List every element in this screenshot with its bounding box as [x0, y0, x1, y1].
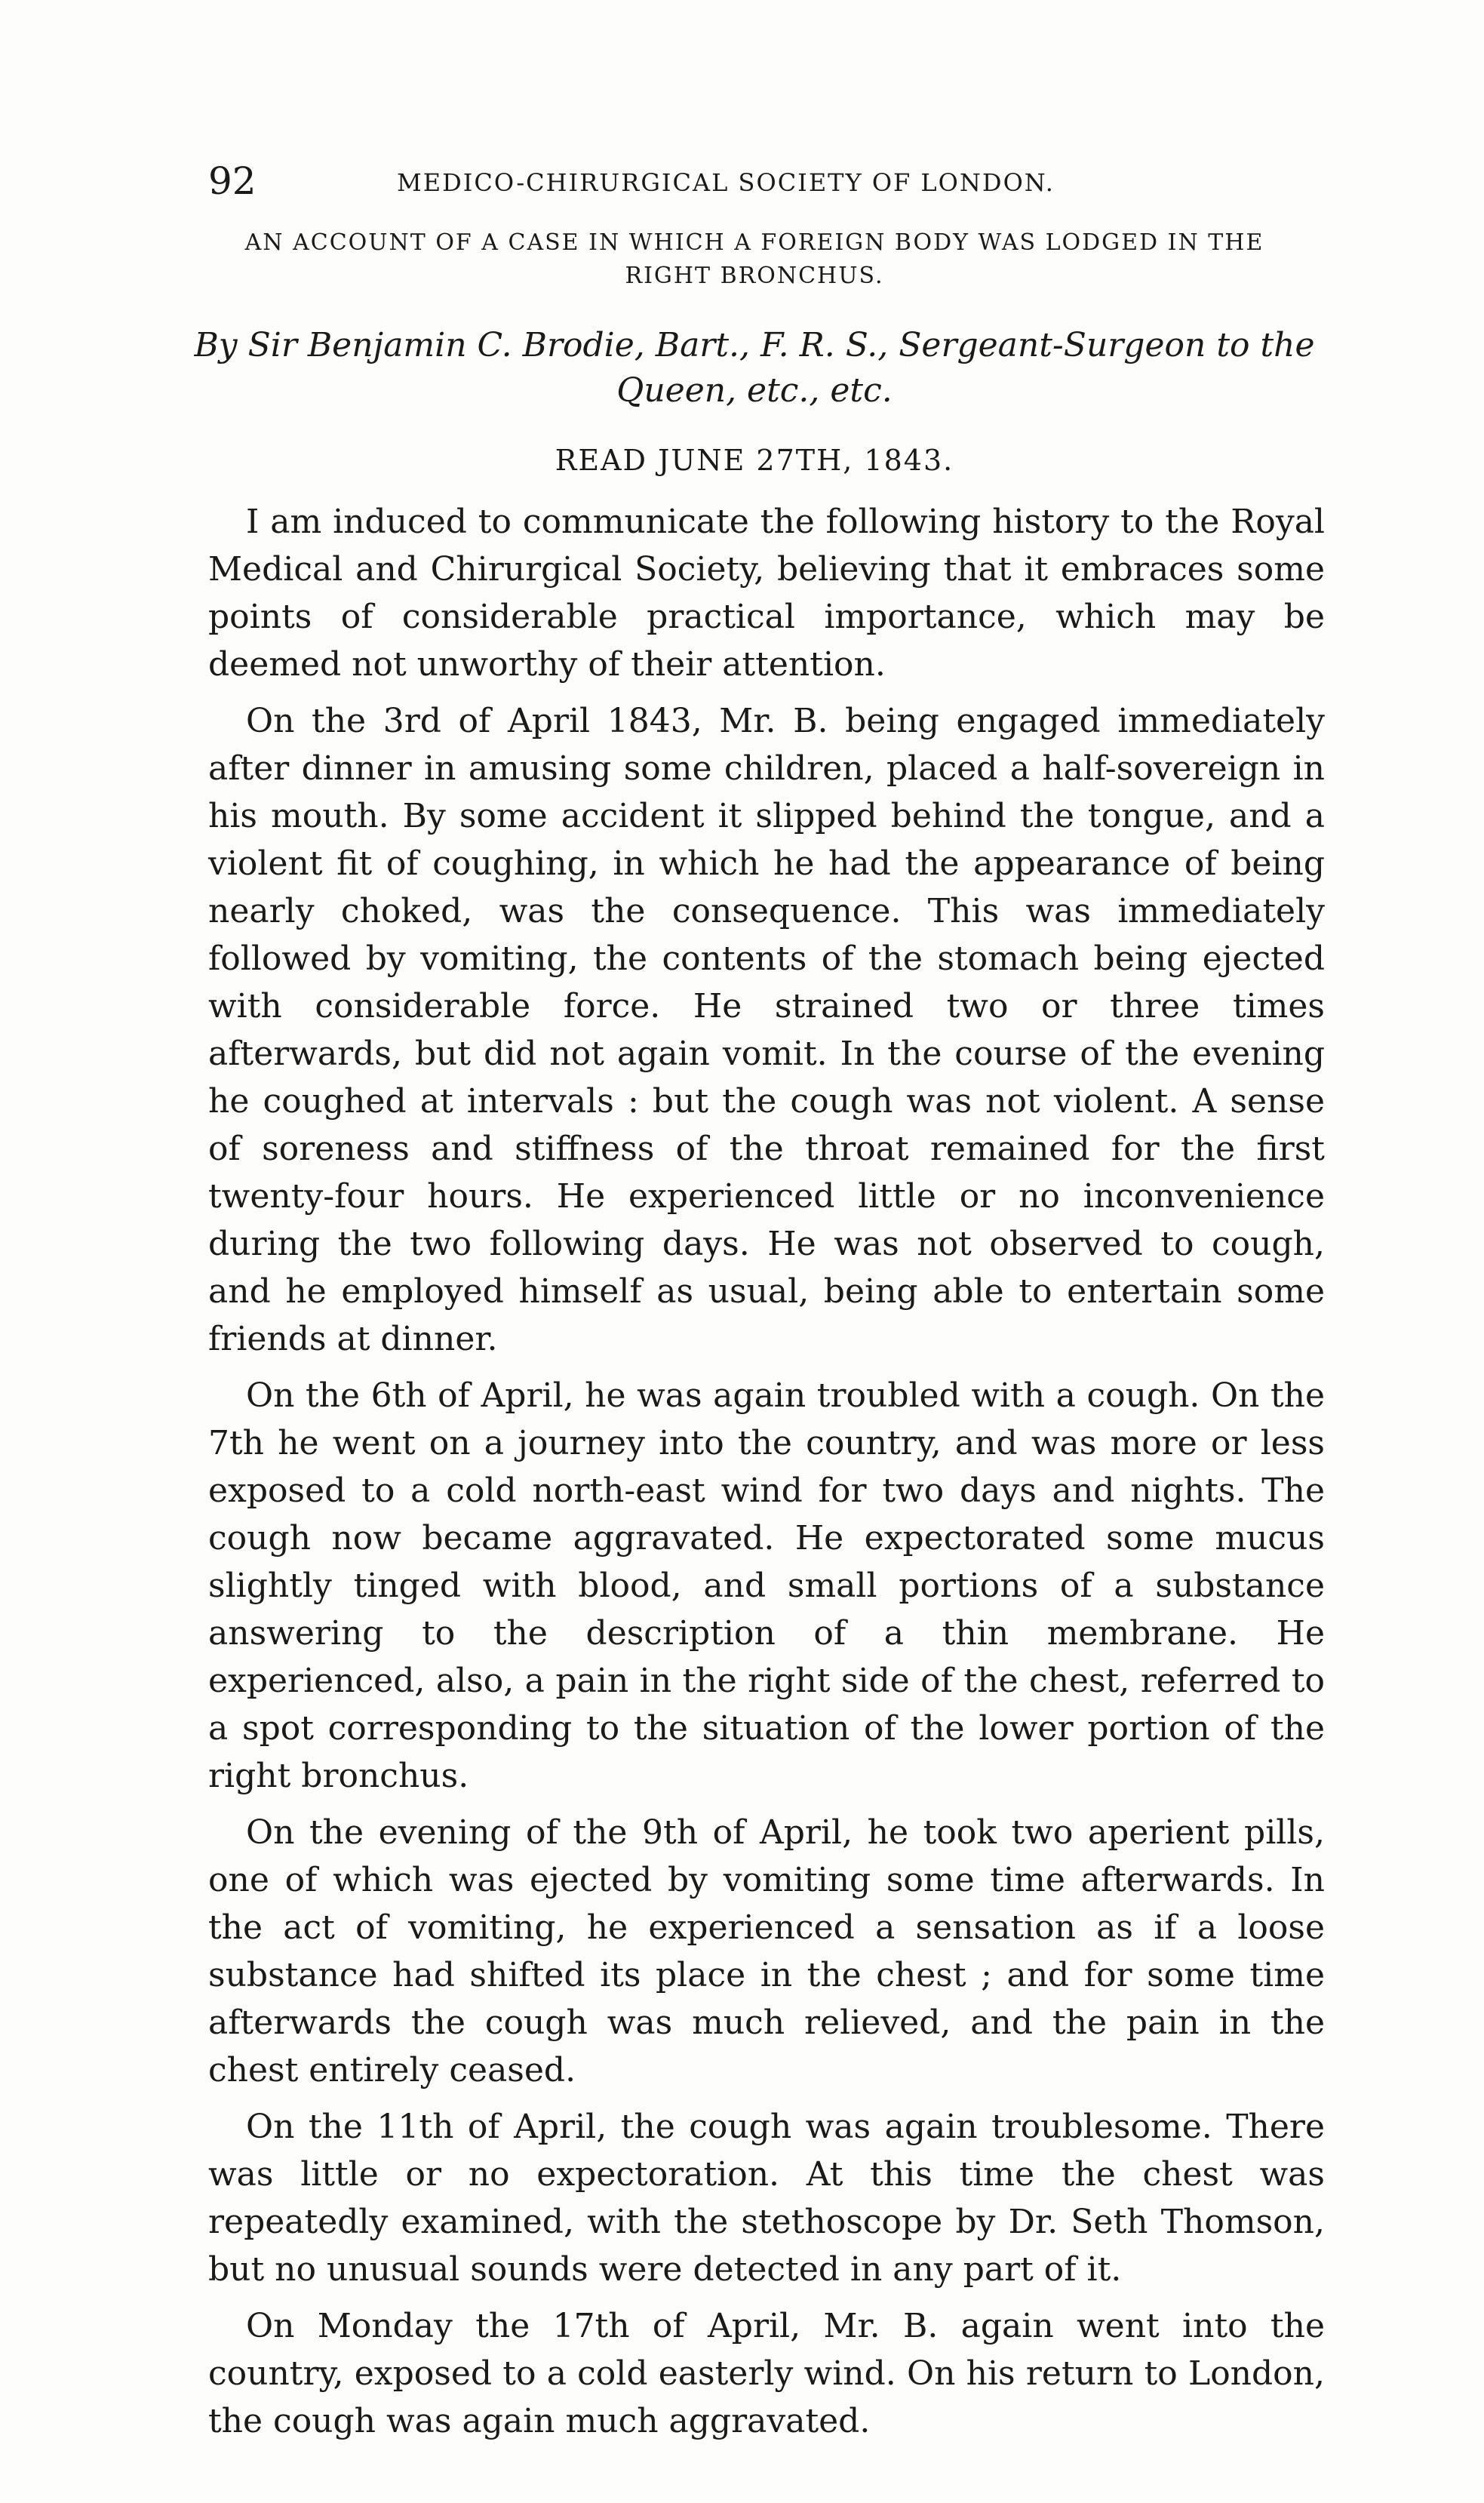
- paragraph: On the 11th of April, the cough was again troublesome. There was little or no expectoration. At this time the chest was repeatedly examined, with the stethoscope by Dr. Seth Thomson, but no unusual sounds were detected in any part of it.: [208, 2108, 1325, 2289]
- paragraph: I am induced to communicate the following history to the Royal Medical and Chirurgical Society, believing that it embraces some points of considerable practical importance, which may be deemed not unworthy of their attention.: [208, 503, 1325, 684]
- article-title: AN ACCOUNT OF A CASE IN WHICH A FOREIGN BODY WAS LODGED IN THE RIGHT BRONCHUS.: [244, 229, 1264, 289]
- paragraph: On Monday the 17th of April, Mr. B. again went into the country, exposed to a cold easterly wind. On his return to London, the cough was again much aggravated.: [208, 2307, 1325, 2440]
- paragraph: On the 6th of April, he was again troubled with a cough. On the 7th he went on a journey into the country, and was more or less exposed to a cold north-east wind for two days and nights. The cough now became aggravated. He expectorated some mucus slightly tinged with blood, and small portions of a substance answering to the description of a thin membrane. He experienced, also, a pain in the right side of the chest, referred to a spot corresponding to the situation of the lower portion of the right bronchus.: [208, 1376, 1325, 1795]
- paragraph: On the 3rd of April 1843, Mr. B. being engaged immediately after dinner in amusing some children, placed a half-sovereign in his mouth. By some accident it slipped behind the tongue, and a violent fit of coughing, in which he had the appearance of being nearly choked, was the consequence. This was immediately followed by vomiting, the contents of the stomach being ejected with considerable force. He strained two or three times afterwards, but did not again vomit. In the course of the evening he coughed at intervals : but the cough was not violent. A sense of soreness and stiffness of the throat remained for the first twenty-four hours. He experienced little or no inconvenience during the two following days. He was not observed to cough, and he employed himself as usual, being able to entertain some friends at dinner.: [208, 702, 1325, 1358]
- page-number: 92: [208, 159, 257, 203]
- running-head: [208, 158, 1302, 211]
- read-date: READ JUNE 27TH, 1843.: [555, 444, 954, 477]
- author-byline: By Sir Benjamin C. Brodie, Bart., F. R. S., Sergeant-Surgeon to the Queen, etc., etc.: [194, 326, 1315, 410]
- journal-title: MEDICO-CHIRURGICAL SOCIETY OF LONDON.: [397, 168, 1055, 197]
- article-body: [208, 498, 1325, 2454]
- paragraph: On the evening of the 9th of April, he took two aperient pills, one of which was ejected by vomiting some time afterwards. In the act of vomiting, he experienced a sensation as if a loose substance had shifted its place in the chest ; and for some time afterwards the cough was much relieved, and the pain in the chest entirely ceased.: [208, 1813, 1325, 2089]
